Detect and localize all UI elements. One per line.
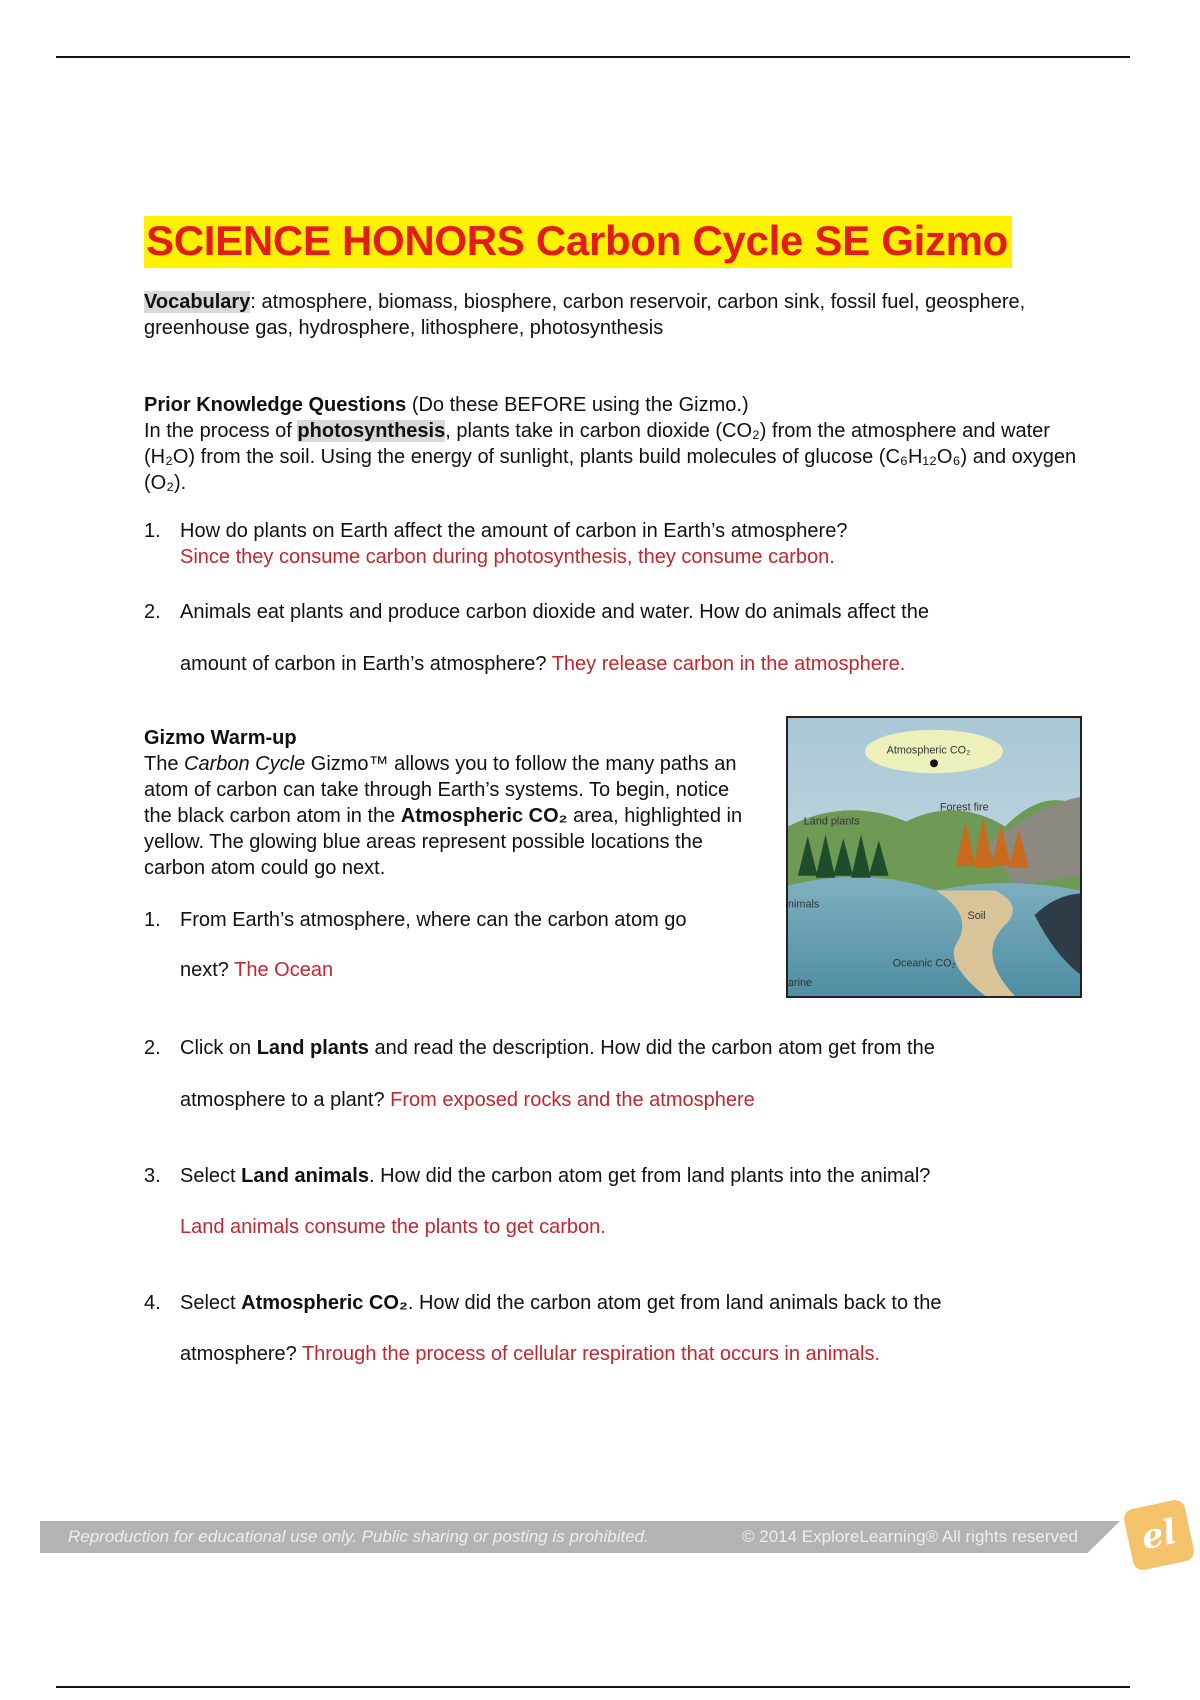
forest-fire-label: Forest fire (939, 801, 989, 814)
top-rule (56, 56, 1130, 58)
question-text-line2: next? The Ocean (180, 959, 334, 981)
page-title: SCIENCE HONORS Carbon Cycle SE Gizmo (144, 216, 1012, 268)
soil-label: Soil (967, 910, 986, 923)
question-text-line2: amount of carbon in Earth’s atmosphere? They release carbon in the atmosphere. (180, 653, 906, 675)
question-text: From Earth’s atmosphere, where can the carbon atom go (180, 909, 687, 931)
question-number: 3. (144, 1165, 161, 1187)
warmup-question-4 (144, 1290, 1144, 1370)
gizmo-name: Carbon Cycle (184, 753, 306, 775)
question-text: How do plants on Earth affect the amount of carbon in Earth’s atmosphere? (180, 520, 848, 542)
question-text: Select Land animals. How did the carbon atom get from land plants into the animal? (180, 1165, 931, 1187)
prior-knowledge-section (144, 392, 1094, 496)
warmup-question-2 (144, 1035, 1144, 1115)
question-number: 2. (144, 1037, 161, 1059)
question-text: Select Atmospheric CO₂. How did the carbon atom get from land animals back to the (180, 1292, 942, 1314)
carbon-cycle-illustration (788, 718, 1080, 996)
land-plants-label: Land plants (803, 815, 860, 828)
footer-copyright: © 2014 ExploreLearning® All rights reserved (742, 1527, 1078, 1546)
prior-question-2 (144, 599, 1144, 679)
prior-knowledge-heading: Prior Knowledge Questions (144, 394, 407, 416)
answer-text: Since they consume carbon during photosynthesis, they consume carbon. (180, 546, 835, 568)
warmup-section (144, 725, 744, 881)
warmup-question-3 (144, 1163, 1144, 1243)
answer-text: Land animals consume the plants to get carbon. (180, 1216, 606, 1238)
prior-question-1 (144, 518, 1144, 578)
question-number: 1. (144, 909, 161, 931)
photosynthesis-term: photosynthesis (297, 420, 446, 442)
bottom-rule (56, 1686, 1130, 1688)
marine-label: arine (788, 977, 813, 990)
question-text: Click on Land plants and read the description. How did the carbon atom get from the (180, 1037, 935, 1059)
answer-text: They release carbon in the atmosphere. (551, 653, 906, 675)
footer-disclaimer: Reproduction for educational use only. Public sharing or posting is prohibited. (68, 1527, 649, 1546)
carbon-atom-icon (930, 759, 938, 767)
answer-text: Through the process of cellular respiration that occurs in animals. (301, 1343, 880, 1365)
carbon-cycle-figure (786, 716, 1082, 998)
question-text-line2: atmosphere? Through the process of cellular respiration that occurs in animals. (180, 1343, 880, 1365)
prior-knowledge-note: (Do these BEFORE using the Gizmo.) (406, 394, 749, 416)
warmup-paragraph: The Carbon Cycle Gizmo™ allows you to follow the many paths an atom of carbon can take through Earth’s systems. To begin, notice the black carbon atom in the Atmospheric CO₂ area, highlighted in yellow. The glowing blue areas represent possible locations the carbon atom could go next. (144, 753, 743, 879)
question-number: 1. (144, 520, 161, 542)
prior-knowledge-intro: In the process of photosynthesis, plants take in carbon dioxide (CO₂) from the atmosphere and water (H₂O) from the soil. Using the energy of sunlight, plants build molecules of glucose (C₆H₁₂O₆) and oxygen (O₂). (144, 420, 1077, 494)
vocabulary-paragraph (144, 289, 1044, 341)
answer-text: From exposed rocks and the atmosphere (390, 1089, 755, 1111)
atmospheric-co2-label: Atmospheric CO₂ (886, 744, 971, 757)
land-animals-label: nimals (788, 898, 820, 911)
explorelearning-logo-icon: el (1122, 1498, 1196, 1572)
vocabulary-terms: : atmosphere, biomass, biosphere, carbon reservoir, carbon sink, fossil fuel, geosphere, greenhouse gas, hydrosphere, lithosphere, photosynthesis (144, 291, 1026, 339)
answer-text: The Ocean (234, 959, 334, 981)
warmup-heading: Gizmo Warm-up (144, 727, 297, 749)
question-number: 4. (144, 1292, 161, 1314)
question-number: 2. (144, 601, 161, 623)
vocabulary-label: Vocabulary (144, 291, 251, 313)
question-text-line2: atmosphere to a plant? From exposed rocks and the atmosphere (180, 1089, 755, 1111)
question-text: Animals eat plants and produce carbon dioxide and water. How do animals affect the (180, 601, 929, 623)
oceanic-co2-label: Oceanic CO₂ (892, 957, 956, 970)
warmup-question-1 (144, 907, 764, 987)
